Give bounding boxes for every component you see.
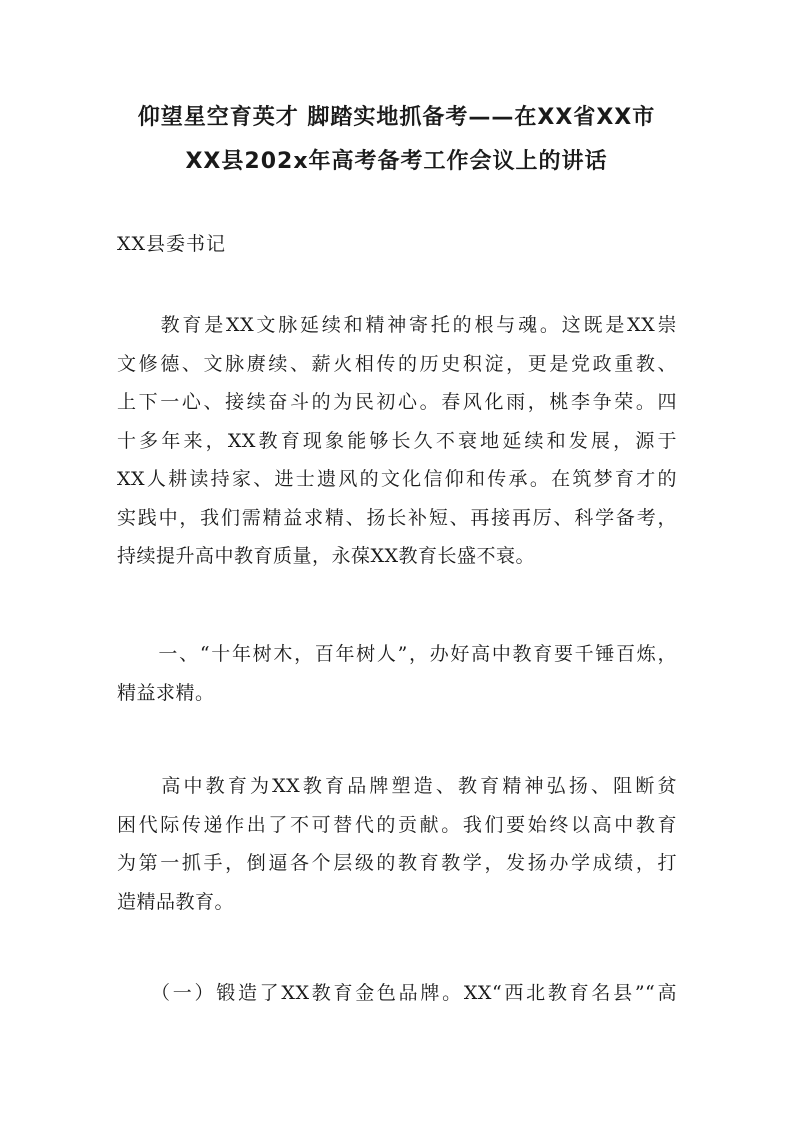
title-line-2: XX县202x年高考备考工作会议上的讲话: [185, 149, 608, 174]
author-line: XX县委书记: [117, 233, 227, 255]
paragraph-line: 为第一抓手，倒逼各个层级的教育教学，发扬办学成绩，打: [117, 852, 677, 874]
paragraph-line: （一）锻造了XX教育金色品牌。XX“西北教育名县”“高: [117, 982, 677, 1004]
paragraph-body: [117, 767, 677, 921]
section-heading-one: [117, 635, 677, 712]
paragraph-line: 困代际传递作出了不可替代的贡献。我们要始终以高中教育: [117, 813, 677, 836]
paragraph-line: 教育是XX文脉延续和精神寄托的根与魂。这既是XX崇: [117, 314, 677, 336]
paragraph-intro: [117, 306, 677, 576]
title-line-1: 仰望星空育英才 脚踏实地抓备考——在XX省XX市: [137, 105, 656, 130]
paragraph-line: 十多年来，XX教育现象能够长久不衰地延续和发展，源于: [117, 429, 677, 452]
paragraph-line: XX人耕读持家、进士遗风的文化信仰和传承。在筑梦育才的: [117, 468, 677, 490]
paragraph-line: 一、“十年树木，百年树人”，办好高中教育要千锤百炼，: [117, 643, 677, 665]
paragraph-line: 精益求精。: [117, 681, 215, 704]
paragraph-line: 上下一心、接续奋斗的为民初心。春风化雨，桃李争荣。四: [117, 391, 677, 413]
paragraph-line: 文修德、文脉赓续、薪火相传的历史积淀，更是党政重教、: [117, 352, 677, 375]
subsection-paragraph: [117, 974, 677, 1013]
paragraph-line: 高中教育为XX教育品牌塑造、教育精神弘扬、阻断贫: [117, 775, 677, 797]
paragraph-line: 实践中，我们需精益求精、扬长补短、再接再厉、科学备考，: [117, 506, 677, 529]
document-title: [100, 96, 693, 184]
paragraph-line: 造精品教育。: [117, 890, 235, 913]
paragraph-line: 持续提升高中教育质量，永葆XX教育长盛不衰。: [117, 545, 536, 567]
